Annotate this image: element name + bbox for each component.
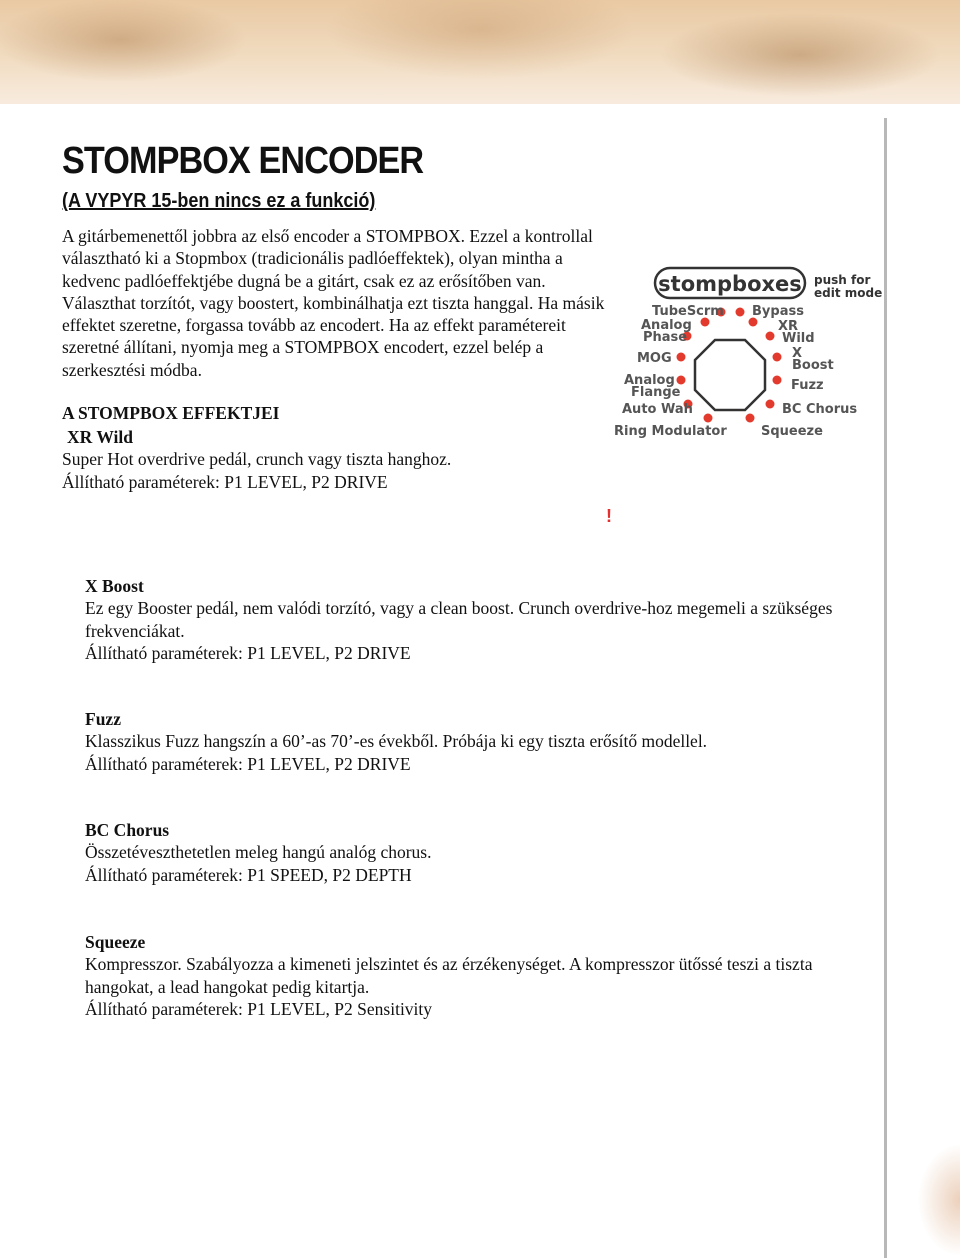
section-heading: A STOMPBOX EFFEKTJEI — [62, 403, 280, 423]
led — [677, 376, 686, 385]
label-analog-flange: Analog — [624, 373, 675, 388]
effect-params: Állítható paraméterek: P1 LEVEL, P2 Sensitivity — [85, 998, 433, 1019]
effect-name: Fuzz — [85, 709, 121, 729]
effect-bc-chorus — [85, 819, 875, 886]
push-note: push for — [814, 273, 871, 287]
label-ring-modulator: Ring Modulator — [614, 424, 727, 439]
effect-squeeze — [85, 931, 875, 1020]
effect-x-boost — [85, 575, 875, 664]
corner-decoration — [890, 1110, 960, 1258]
led — [766, 400, 775, 409]
label-xr-wild: Wild — [782, 331, 815, 346]
intro-paragraph: A gitárbemenettől jobbra az első encoder a STOMPBOX. Ezzel a kontrollal választható ki a Stopmbox (tradicionális padlóeffektek), olyan mintha a kedvenc padlóeffektjébe dugná be a gitárt, csak ez az erősítőben van. Választhat torzítót, vagy boostert, kombinálhatja ezt tiszta hanggal. Ha másik effektet szeretne, forgassa tovább az encodert. Ha az effekt paramétereit szeretné állítani, nyomja meg a STOMPBOX encodert, ezzel belép a szerkesztési módba. — [62, 226, 605, 380]
label-tubescrm: TubeScrm — [652, 304, 724, 319]
label-bypass: Bypass — [752, 304, 804, 319]
stompboxes-header-label: stompboxes — [658, 272, 802, 296]
label-x-boost: X — [792, 346, 803, 361]
effect-fuzz — [85, 708, 875, 775]
led — [773, 353, 782, 362]
effect-params: Állítható paraméterek: P1 LEVEL, P2 DRIVE — [85, 642, 411, 663]
led — [736, 308, 745, 317]
stompbox-diagram — [610, 262, 885, 442]
label-analog-phase: Analog — [641, 318, 692, 333]
page-title: STOMPBOX ENCODER — [62, 140, 424, 182]
effect-name: Squeeze — [85, 932, 146, 952]
effect-params: Állítható paraméterek: P1 SPEED, P2 DEPTH — [85, 864, 412, 885]
push-note: edit mode — [814, 286, 883, 300]
effect-name: BC Chorus — [85, 820, 170, 840]
effect-description: Super Hot overdrive pedál, crunch vagy tiszta hanghoz. — [62, 449, 452, 470]
effect-params: Állítható paraméterek: P1 LEVEL, P2 DRIVE — [62, 471, 388, 492]
effect-params: Állítható paraméterek: P1 LEVEL, P2 DRIVE — [85, 753, 411, 774]
label-auto-wah: Auto Wah — [622, 402, 693, 417]
encoder-knob — [695, 340, 765, 410]
effect-name: XR Wild — [67, 427, 133, 447]
label-fuzz: Fuzz — [791, 378, 824, 393]
label-squeeze: Squeeze — [761, 424, 823, 439]
led — [773, 376, 782, 385]
effect-description: Ez egy Booster pedál, nem valódi torzító, vagy a clean boost. Crunch overdrive-hoz megemeli a szükséges frekvenciákat. — [85, 598, 833, 641]
effect-description: Összetéveszthetetlen meleg hangú analóg chorus. — [85, 842, 432, 863]
warning-mark: ! — [606, 506, 612, 526]
led — [677, 353, 686, 362]
label-analog-phase: Phase — [643, 330, 688, 345]
led — [746, 414, 755, 423]
effect-description: Klasszikus Fuzz hangszín a 60’-as 70’-es évekből. Próbája ki egy tiszta erősítő modellel. — [85, 731, 708, 752]
page-subtitle: (A VYPYR 15-ben nincs ez a funkció) — [62, 190, 376, 212]
label-xr-wild: XR — [778, 319, 799, 334]
led — [704, 414, 713, 423]
effect-description: Kompresszor. Szabályozza a kimeneti jelszintet és az érzékenységet. A kompresszor ütőssé teszi a tiszta hangokat, a lead hangokat pedig kitartja. — [85, 954, 813, 997]
label-x-boost: Boost — [792, 358, 834, 373]
header-banner-image — [0, 0, 960, 104]
effect-name: X Boost — [85, 576, 144, 596]
label-analog-flange: Flange — [631, 385, 681, 400]
led — [766, 332, 775, 341]
label-bc-chorus: BC Chorus — [782, 402, 858, 417]
label-mog: MOG — [637, 351, 672, 366]
